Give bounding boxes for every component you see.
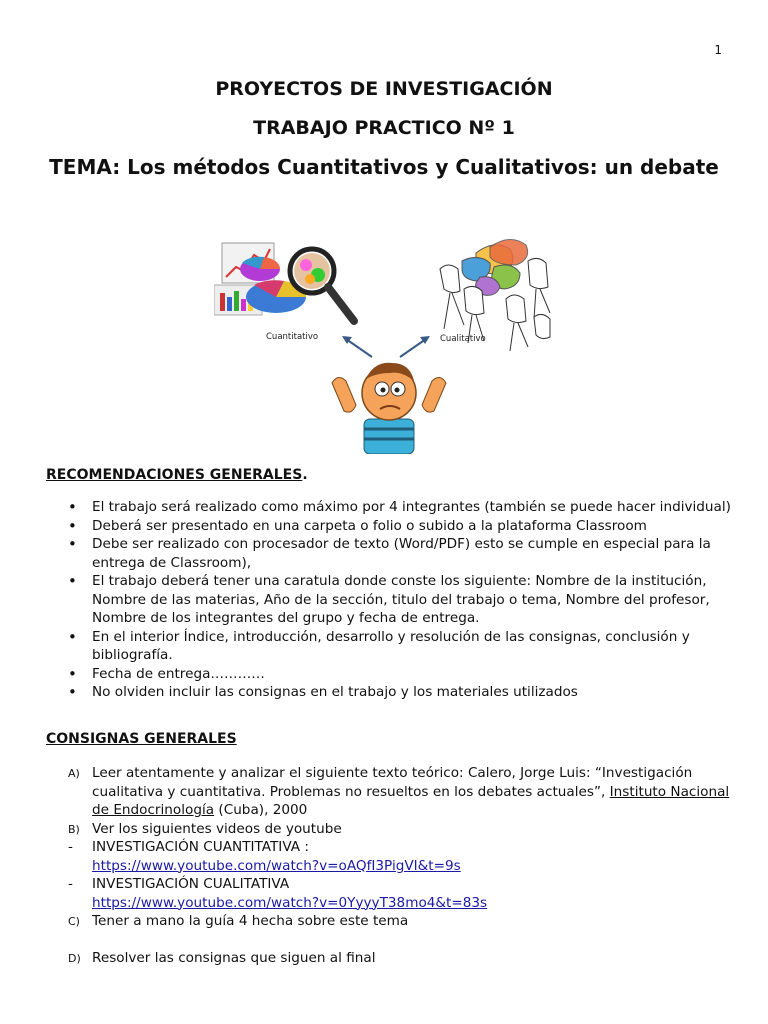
arrow-left-icon: [342, 336, 372, 357]
video-link-qualitative[interactable]: https://www.youtube.com/watch?v=0YyyyT38mo4&t=83s: [92, 894, 488, 911]
list-item: • No olviden incluir las consignas en el trabajo y los materiales utilizados: [46, 683, 736, 702]
document-title: PROYECTOS DE INVESTIGACIÓN: [215, 78, 553, 100]
spacer: [46, 931, 736, 949]
topic-title: TEMA: Los métodos Cuantitativos y Cualitativos: un debate: [49, 155, 719, 179]
assignment-c-text: Tener a mano la guía 4 hecha sobre este tema: [92, 913, 409, 929]
list-item: • Fecha de entrega…………: [46, 665, 736, 684]
video-title: INVESTIGACIÓN CUANTITATIVA :: [92, 839, 309, 855]
assignment-marker: B): [68, 822, 80, 836]
assignment-marker: D): [68, 951, 81, 965]
list-item: • Deberá ser presentado en una carpeta o folio o subido a la plataforma Classroom: [46, 517, 736, 536]
video-item-quantitative: [46, 838, 736, 875]
assignment-b: [46, 820, 736, 839]
assignment-a-text: Leer atentamente y analizar el siguiente texto teórico: Calero, Jorge Luis: “Investigación cualitativa y cuantitativa. Problemas no resueltos en los debates actuales”,: [92, 765, 693, 800]
assignment-a-tail: (Cuba), 2000: [214, 802, 308, 818]
assignment-marker: C): [68, 915, 80, 928]
assignment-b-text: Ver los siguientes videos de youtube: [92, 820, 342, 837]
confused-person-icon: [332, 363, 446, 454]
qualitative-label: Cualitativo: [440, 334, 486, 344]
institution-reference: Instituto Nacional de Endocrinología: [92, 783, 730, 818]
assignments-list: [46, 764, 736, 967]
illustration-svg: [214, 233, 558, 454]
assignments-heading: CONSIGNAS GENERALES: [46, 731, 237, 747]
quantitative-label: Cuantitativo: [266, 332, 319, 342]
quantitative-vs-qualitative-illustration: [214, 233, 558, 454]
recommendations-heading-text: RECOMENDACIONES GENERALES: [46, 467, 303, 483]
video-item-qualitative: [46, 875, 736, 912]
assignment-c: [46, 912, 736, 931]
assignment-d-text: Resolver las consignas que siguen al final: [92, 949, 376, 966]
recommendations-heading-period: .: [302, 467, 308, 483]
recommendations-heading: [46, 467, 308, 483]
practical-work-title: TRABAJO PRACTICO Nº 1: [253, 117, 515, 139]
list-item: • El trabajo deberá tener una caratula donde conste los siguiente: Nombre de la institución, Nombre de las materias, Año de la sección, titulo del trabajo o tema, Nombre del profesor, Nombre de los integrantes del grupo y fecha de entrega.: [46, 572, 736, 628]
arrow-right-icon: [400, 336, 430, 357]
list-item: • Debe ser realizado con procesador de texto (Word/PDF) esto se cumple en especial para la entrega de Classroom),: [46, 535, 736, 572]
video-link-quantitative[interactable]: https://www.youtube.com/watch?v=oAQfI3PigVI&t=9s: [92, 857, 461, 874]
video-title: INVESTIGACIÓN CUALITATIVA: [92, 876, 290, 892]
recommendations-list: [46, 498, 736, 702]
dash-marker: -: [68, 876, 73, 892]
assignment-marker: A): [68, 767, 80, 780]
list-item: • En el interior Índice, introducción, desarrollo y resolución de las consignas, conclusión y bibliografía.: [46, 628, 736, 665]
dash-marker: -: [68, 839, 73, 855]
page-number: 1: [714, 43, 722, 57]
list-item: • El trabajo será realizado como máximo por 4 integrantes (también se puede hacer individual): [46, 498, 736, 517]
assignment-a: [46, 764, 736, 820]
magnifying-glass-icon: [290, 249, 354, 321]
assignment-d: [46, 949, 736, 968]
